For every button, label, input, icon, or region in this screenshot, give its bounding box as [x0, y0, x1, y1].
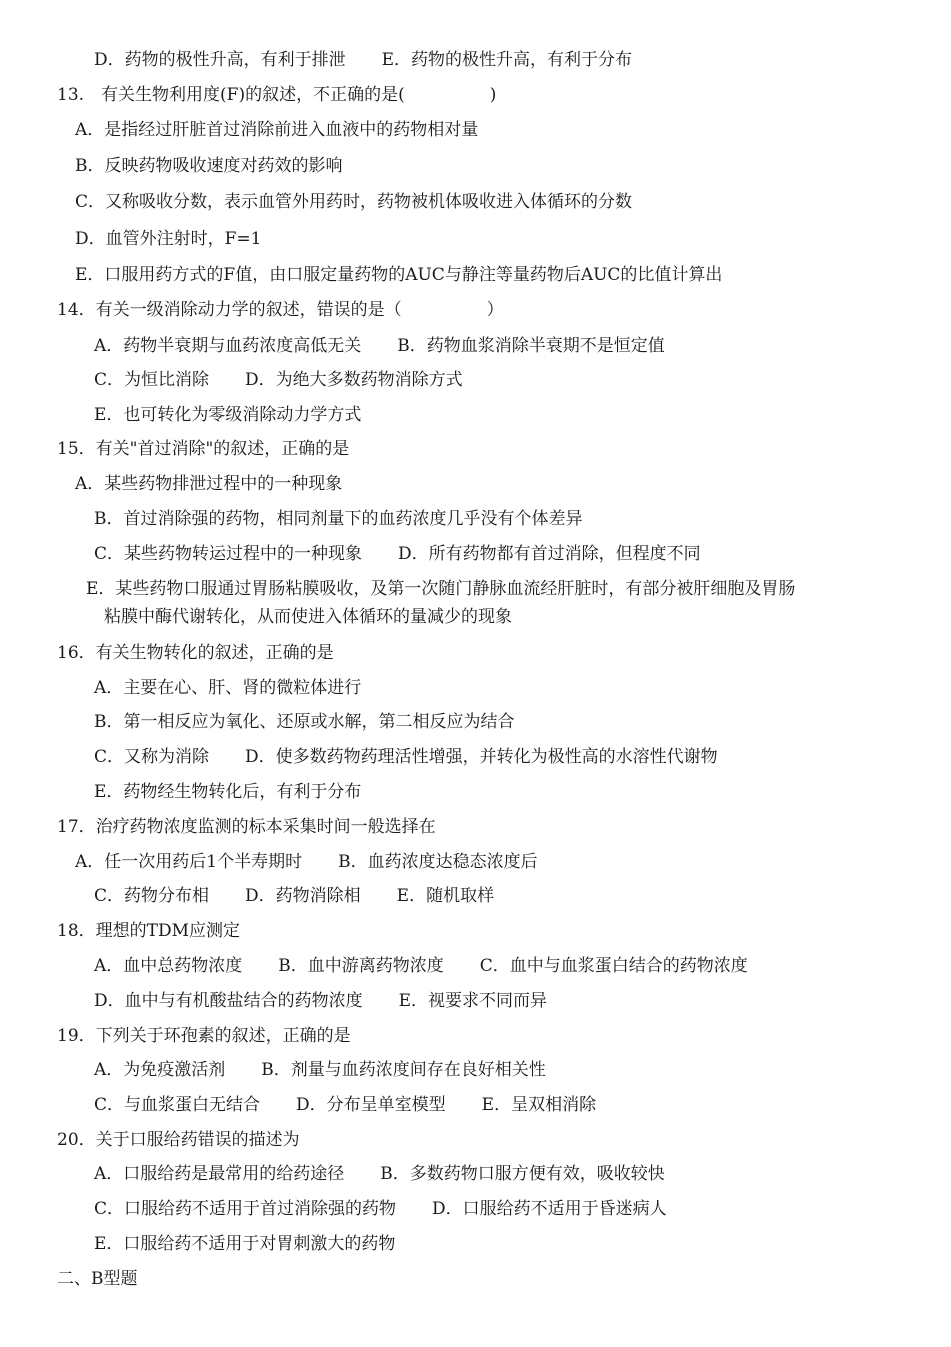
q15-options-cd [94, 543, 701, 565]
section-heading: 二、B型题 [57, 1269, 138, 1289]
q19-options-cde [94, 1094, 596, 1116]
q15-option-a: A．某些药物排泄过程中的一种现象 [75, 474, 343, 494]
q18-option-e: E．视要求不同而异 [398, 991, 548, 1011]
q13-option-e: E．口服用药方式的F值，由口服定量药物的AUC与静注等量药物后AUC的比值计算出 [75, 265, 723, 285]
q16-options-cd [94, 746, 718, 768]
q17-option-b: B．血药浓度达稳态浓度后 [338, 852, 538, 872]
q14-options-ab [94, 335, 665, 357]
q14-options-cd [94, 369, 463, 391]
q14-option-c: C．为恒比消除 [94, 370, 210, 390]
q14-option-a: A．药物半衰期与血药浓度高低无关 [94, 336, 362, 356]
q17-options-ab [75, 851, 538, 873]
q18-option-b: B．血中游离药物浓度 [278, 956, 444, 976]
q16-option-b: B．第一相反应为氧化、还原或水解，第二相反应为结合 [94, 712, 515, 732]
q13-option-a: A．是指经过肝脏首过消除前进入血液中的药物相对量 [75, 120, 479, 140]
q18-option-c: C．血中与血浆蛋白结合的药物浓度 [479, 956, 748, 976]
q16-option-a: A．主要在心、肝、肾的微粒体进行 [94, 678, 362, 698]
q20-option-a: A．口服给药是最常用的给药途径 [94, 1164, 345, 1184]
q16-stem: 16．有关生物转化的叙述，正确的是 [57, 643, 334, 663]
q15-option-e-line1: E．某些药物口服通过胃肠粘膜吸收，及第一次随门静脉血流经肝脏时，有部分被肝细胞及胃肠 [86, 579, 796, 599]
q13-option-b: B．反映药物吸收速度对药效的影响 [75, 156, 343, 176]
q13-option-c: C．又称吸收分数，表示血管外用药时，药物被机体吸收进入体循环的分数 [75, 192, 633, 212]
q13-stem: 13. 有关生物利用度(F)的叙述，不正确的是( ) [57, 85, 497, 105]
q14-stem: 14．有关一级消除动力学的叙述，错误的是（ ） [57, 300, 504, 320]
q19-option-d: D．分布呈单室模型 [296, 1095, 446, 1115]
q20-option-d: D．口服给药不适用于昏迷病人 [432, 1199, 667, 1219]
q17-options-cde [94, 885, 494, 907]
q19-option-e: E．呈双相消除 [481, 1095, 597, 1115]
q19-options-ab [94, 1059, 546, 1081]
q20-options-ab [94, 1163, 665, 1185]
q18-options-abc [94, 955, 748, 977]
q12-option-e: E．药物的极性升高，有利于分布 [381, 50, 633, 70]
q15-stem: 15．有关"首过消除"的叙述，正确的是 [57, 439, 350, 459]
q18-stem: 18．理想的TDM应测定 [57, 921, 241, 941]
q12-option-d: D．药物的极性升高，有利于排泄 [94, 50, 346, 70]
q16-option-d: D．使多数药物药理活性增强，并转化为极性高的水溶性代谢物 [245, 747, 718, 767]
q20-option-c: C．口服给药不适用于首过消除强的药物 [94, 1199, 397, 1219]
q18-option-a: A．血中总药物浓度 [94, 956, 243, 976]
q16-option-e: E．药物经生物转化后，有利于分布 [94, 782, 362, 802]
q13-option-d: D．血管外注射时，F=1 [75, 229, 262, 249]
q19-option-c: C．与血浆蛋白无结合 [94, 1095, 261, 1115]
q20-stem: 20．关于口服给药错误的描述为 [57, 1130, 300, 1150]
q18-options-de [94, 990, 547, 1012]
q15-option-e-line2: 粘膜中酶代谢转化，从而使进入体循环的量减少的现象 [104, 607, 512, 627]
q17-stem: 17．治疗药物浓度监测的标本采集时间一般选择在 [57, 817, 436, 837]
q14-option-b: B．药物血浆消除半衰期不是恒定值 [397, 336, 665, 356]
q15-option-c: C．某些药物转运过程中的一种现象 [94, 544, 363, 564]
q14-option-d: D．为绝大多数药物消除方式 [245, 370, 463, 390]
q16-option-c: C．又称为消除 [94, 747, 210, 767]
q19-option-a: A．为免疫激活剂 [94, 1060, 226, 1080]
q19-option-b: B．剂量与血药浓度间存在良好相关性 [261, 1060, 546, 1080]
q20-option-e: E．口服给药不适用于对胃刺激大的药物 [94, 1234, 396, 1254]
q17-option-d: D．药物消除相 [245, 886, 361, 906]
q15-option-b: B．首过消除强的药物，相同剂量下的血药浓度几乎没有个体差异 [94, 509, 583, 529]
q20-option-b: B．多数药物口服方便有效，吸收较快 [380, 1164, 665, 1184]
q17-option-e: E．随机取样 [396, 886, 495, 906]
q17-option-a: A．任一次用药后1个半寿期时 [75, 852, 303, 872]
q20-options-cd [94, 1198, 667, 1220]
q12-options-de [94, 49, 632, 71]
q18-option-d: D．血中与有机酸盐结合的药物浓度 [94, 991, 363, 1011]
q17-option-c: C．药物分布相 [94, 886, 210, 906]
q19-stem: 19．下列关于环孢素的叙述，正确的是 [57, 1026, 351, 1046]
q15-option-d: D．所有药物都有首过消除，但程度不同 [398, 544, 701, 564]
q14-option-e: E．也可转化为零级消除动力学方式 [94, 405, 362, 425]
